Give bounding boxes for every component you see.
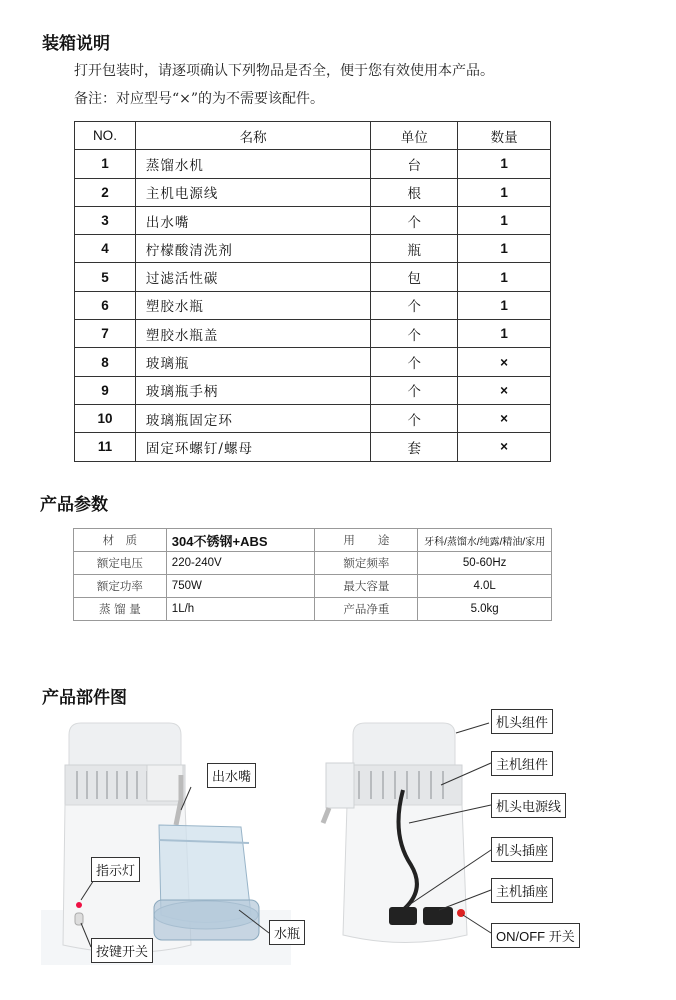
distiller-left-image	[41, 723, 291, 965]
row-qty: ×	[458, 376, 551, 404]
packing-row	[75, 348, 551, 376]
row-name: 出水嘴	[135, 206, 370, 234]
param-value: 1L/h	[166, 598, 315, 621]
param-value: 4.0L	[418, 575, 552, 598]
row-no: 3	[75, 206, 136, 234]
row-qty: 1	[458, 178, 551, 206]
packing-row	[75, 404, 551, 432]
packing-row	[75, 150, 551, 178]
row-no: 2	[75, 178, 136, 206]
param-label: 额定电压	[74, 552, 167, 575]
packing-row	[75, 235, 551, 263]
parts-figure	[41, 715, 641, 967]
row-unit: 个	[371, 291, 458, 319]
row-unit: 个	[371, 348, 458, 376]
packing-title: 装箱说明	[42, 34, 110, 54]
row-unit: 包	[371, 263, 458, 291]
row-unit: 台	[371, 150, 458, 178]
row-qty: 1	[458, 291, 551, 319]
label-head-socket: 机头插座	[491, 837, 553, 862]
row-name: 玻璃瓶固定环	[135, 404, 370, 432]
row-unit: 个	[371, 404, 458, 432]
row-no: 7	[75, 320, 136, 348]
param-value: 牙科/蒸馏水/纯露/精油/家用	[418, 529, 552, 552]
param-value: 5.0kg	[418, 598, 552, 621]
header-unit: 单位	[371, 122, 458, 150]
row-name: 蒸馏水机	[135, 150, 370, 178]
label-outlet-spout: 出水嘴	[207, 763, 256, 788]
packing-row	[75, 291, 551, 319]
row-name: 塑胶水瓶	[135, 291, 370, 319]
packing-table	[74, 121, 551, 462]
row-name: 主机电源线	[135, 178, 370, 206]
distiller-right-image	[323, 723, 491, 943]
row-qty: 1	[458, 235, 551, 263]
row-qty: 1	[458, 206, 551, 234]
parts-title: 产品部件图	[42, 688, 127, 708]
row-unit: 个	[371, 376, 458, 404]
row-name: 玻璃瓶手柄	[135, 376, 370, 404]
param-value: 304不锈钢+ABS	[166, 529, 315, 552]
row-no: 4	[75, 235, 136, 263]
row-qty: ×	[458, 348, 551, 376]
label-on-off-switch: ON/OFF 开关	[491, 923, 580, 948]
packing-row	[75, 320, 551, 348]
packing-row	[75, 376, 551, 404]
row-no: 1	[75, 150, 136, 178]
row-unit: 套	[371, 433, 458, 461]
row-qty: 1	[458, 263, 551, 291]
row-qty: 1	[458, 150, 551, 178]
label-head-power-cord: 机头电源线	[491, 793, 566, 818]
params-row	[74, 529, 552, 552]
label-water-bottle: 水瓶	[269, 920, 305, 945]
param-label: 额定频率	[315, 552, 418, 575]
param-label: 蒸 馏 量	[74, 598, 167, 621]
row-unit: 个	[371, 206, 458, 234]
label-main-assembly: 主机组件	[491, 751, 553, 776]
param-value: 50-60Hz	[418, 552, 552, 575]
label-key-switch: 按键开关	[91, 938, 153, 963]
row-unit: 根	[371, 178, 458, 206]
param-label: 最大容量	[315, 575, 418, 598]
packing-intro: 打开包装时，请逐项确认下列物品是否全，便于您有效使用本产品。	[74, 63, 494, 79]
row-qty: 1	[458, 320, 551, 348]
label-head-assembly: 机头组件	[491, 709, 553, 734]
row-no: 8	[75, 348, 136, 376]
params-title: 产品参数	[40, 495, 108, 515]
packing-note: 备注：对应型号“×”的为不需要该配件。	[74, 91, 325, 107]
packing-row	[75, 433, 551, 461]
params-table	[73, 528, 552, 621]
header-name: 名称	[135, 122, 370, 150]
row-qty: ×	[458, 404, 551, 432]
param-value: 220-240V	[166, 552, 315, 575]
params-row	[74, 575, 552, 598]
row-unit: 个	[371, 320, 458, 348]
row-no: 6	[75, 291, 136, 319]
row-no: 11	[75, 433, 136, 461]
param-label: 用 途	[315, 529, 418, 552]
row-no: 5	[75, 263, 136, 291]
header-qty: 数量	[458, 122, 551, 150]
row-name: 固定环螺钉/螺母	[135, 433, 370, 461]
param-value: 750W	[166, 575, 315, 598]
packing-row	[75, 206, 551, 234]
row-name: 塑胶水瓶盖	[135, 320, 370, 348]
param-label: 材 质	[74, 529, 167, 552]
row-name: 过滤活性碳	[135, 263, 370, 291]
row-name: 柠檬酸清洗剂	[135, 235, 370, 263]
packing-header-row	[75, 122, 551, 150]
packing-row	[75, 263, 551, 291]
params-row	[74, 552, 552, 575]
packing-row	[75, 178, 551, 206]
param-label: 产品净重	[315, 598, 418, 621]
row-name: 玻璃瓶	[135, 348, 370, 376]
row-no: 10	[75, 404, 136, 432]
row-qty: ×	[458, 433, 551, 461]
label-indicator-light: 指示灯	[91, 857, 140, 882]
label-main-socket: 主机插座	[491, 878, 553, 903]
header-no: NO.	[75, 122, 136, 150]
row-no: 9	[75, 376, 136, 404]
params-row	[74, 598, 552, 621]
param-label: 额定功率	[74, 575, 167, 598]
row-unit: 瓶	[371, 235, 458, 263]
